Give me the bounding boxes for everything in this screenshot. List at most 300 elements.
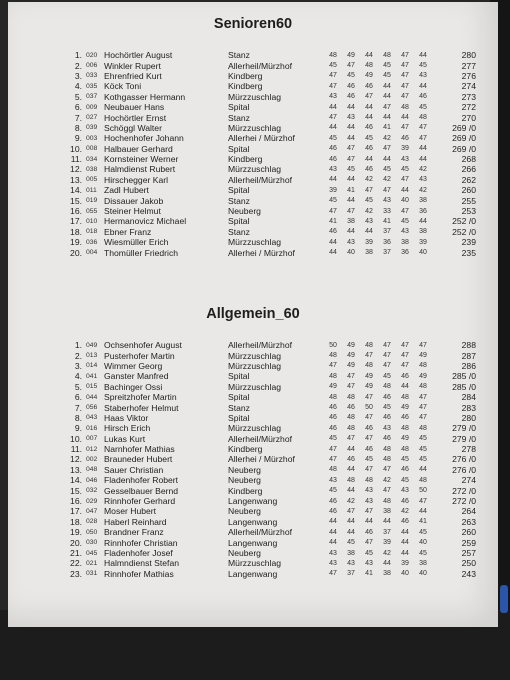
total-cell: 252 /0 xyxy=(452,216,476,227)
score-cell: 43 xyxy=(329,93,337,101)
start-number-cell: 041 xyxy=(86,372,98,380)
score-cell: 45 xyxy=(365,455,373,463)
score-cell: 46 xyxy=(401,414,409,422)
start-number-cell: 014 xyxy=(86,362,98,370)
name-cell: Ochsenhofer August xyxy=(104,340,182,351)
score-cell: 40 xyxy=(401,570,409,578)
start-number-cell: 011 xyxy=(86,186,97,194)
score-cell: 36 xyxy=(383,238,391,246)
rank-cell: 15. xyxy=(70,195,82,206)
score-cell: 46 xyxy=(365,145,373,153)
score-cell: 44 xyxy=(365,114,373,122)
score-cell: 45 xyxy=(419,62,427,70)
start-number-cell: 021 xyxy=(86,559,98,567)
total-cell: 280 xyxy=(461,50,476,61)
club-cell: Allerhei / Mürzhof xyxy=(228,454,295,465)
score-cell: 44 xyxy=(383,559,391,567)
score-cell: 44 xyxy=(347,487,355,495)
score-cell: 49 xyxy=(365,383,373,391)
score-cell: 47 xyxy=(329,455,337,463)
score-cell: 48 xyxy=(347,414,355,422)
score-cell: 43 xyxy=(329,559,337,567)
total-cell: 252 /0 xyxy=(452,226,476,237)
name-cell: Halmndienst Stefan xyxy=(104,558,179,569)
start-number-cell: 055 xyxy=(86,207,98,215)
name-cell: Brauneder Hubert xyxy=(104,454,173,465)
score-cell: 46 xyxy=(329,404,337,412)
club-cell: Mürzzuschlag xyxy=(228,164,282,175)
score-cell: 47 xyxy=(347,62,355,70)
name-cell: Rinnhofer Christian xyxy=(104,537,178,548)
score-cell: 45 xyxy=(419,445,427,453)
rank-cell: 7. xyxy=(74,112,82,123)
score-cell: 45 xyxy=(347,72,355,80)
score-cell: 45 xyxy=(419,528,427,536)
result-row xyxy=(64,413,476,423)
club-cell: Allerheil/Mürzhof xyxy=(228,527,292,538)
score-cell: 49 xyxy=(329,383,337,391)
score-cell: 42 xyxy=(383,476,391,484)
score-cell: 43 xyxy=(347,238,355,246)
total-cell: 272 /0 xyxy=(452,496,476,507)
rank-cell: 23. xyxy=(70,568,82,579)
result-row xyxy=(64,423,476,433)
name-cell: Hochenhofer Johann xyxy=(104,133,184,144)
club-cell: Kindberg xyxy=(228,81,263,92)
score-cell: 44 xyxy=(401,383,409,391)
score-cell: 38 xyxy=(401,238,409,246)
result-row xyxy=(64,361,476,371)
score-cell: 45 xyxy=(329,62,337,70)
club-cell: Langenwang xyxy=(228,537,278,548)
score-cell: 46 xyxy=(365,445,373,453)
total-cell: 264 xyxy=(461,506,476,517)
score-cell: 44 xyxy=(365,228,373,236)
result-row xyxy=(64,81,476,91)
total-cell: 259 xyxy=(461,537,476,548)
start-number-cell: 015 xyxy=(86,383,98,391)
score-cell: 47 xyxy=(419,404,427,412)
start-number-cell: 005 xyxy=(86,176,98,184)
score-cell: 47 xyxy=(329,445,337,453)
name-cell: Gesselbauer Bernd xyxy=(104,485,179,496)
start-number-cell: 038 xyxy=(86,165,98,173)
club-cell: Spital xyxy=(228,392,250,403)
score-cell: 44 xyxy=(329,518,337,526)
score-cell: 47 xyxy=(347,155,355,163)
rank-cell: 1. xyxy=(74,50,82,61)
score-cell: 47 xyxy=(401,93,409,101)
result-row xyxy=(64,465,476,475)
score-cell: 42 xyxy=(419,186,427,194)
start-number-cell: 039 xyxy=(86,124,98,132)
name-cell: Köck Toni xyxy=(104,81,142,92)
rank-cell: 19. xyxy=(70,527,82,538)
name-cell: Rinnhofer Gerhard xyxy=(104,496,176,507)
result-row xyxy=(64,569,476,579)
start-number-cell: 009 xyxy=(86,103,98,111)
club-cell: Spital xyxy=(228,185,250,196)
total-cell: 277 xyxy=(461,60,476,71)
section-title: Senioren60 xyxy=(213,16,293,32)
score-cell: 48 xyxy=(383,51,391,59)
score-cell: 44 xyxy=(347,528,355,536)
rank-cell: 16. xyxy=(70,206,82,217)
name-cell: Ebner Franz xyxy=(104,226,152,237)
score-cell: 47 xyxy=(365,539,373,547)
name-cell: Fladenhofer Josef xyxy=(104,548,173,558)
start-number-cell: 007 xyxy=(86,435,98,443)
name-cell: Halbauer Gerhard xyxy=(104,143,173,154)
results-table-allgemein60 xyxy=(64,340,476,579)
rank-cell: 14. xyxy=(70,185,82,196)
rank-cell: 19. xyxy=(70,237,82,248)
score-cell: 43 xyxy=(401,487,409,495)
name-cell: Ehrenfried Kurt xyxy=(104,70,162,81)
rank-cell: 20. xyxy=(70,247,82,258)
rank-cell: 11. xyxy=(70,444,82,455)
score-cell: 47 xyxy=(365,393,373,401)
score-cell: 49 xyxy=(347,362,355,370)
score-cell: 43 xyxy=(329,549,337,557)
result-row xyxy=(64,92,476,102)
result-row xyxy=(64,195,476,205)
score-cell: 47 xyxy=(347,507,355,515)
score-cell: 44 xyxy=(401,114,409,122)
result-row xyxy=(64,506,476,516)
score-cell: 38 xyxy=(347,217,355,225)
club-cell: Mürzzuschlag xyxy=(228,558,282,569)
score-cell: 46 xyxy=(365,165,373,173)
name-cell: Rinnhofer Mathias xyxy=(104,568,174,579)
start-number-cell: 020 xyxy=(86,51,98,59)
club-cell: Mürzzuschlag xyxy=(228,423,282,434)
total-cell: 276 /0 xyxy=(452,464,476,475)
name-cell: Haas Viktor xyxy=(104,412,149,423)
start-number-cell: 046 xyxy=(86,476,98,484)
score-cell: 47 xyxy=(365,93,373,101)
start-number-cell: 013 xyxy=(86,352,98,360)
result-row xyxy=(64,175,476,185)
score-cell: 41 xyxy=(347,186,355,194)
name-cell: Hermanovicz Michael xyxy=(104,216,187,227)
rank-cell: 1. xyxy=(74,340,82,351)
score-cell: 45 xyxy=(329,487,337,495)
result-row xyxy=(64,382,476,392)
club-cell: Spital xyxy=(228,371,250,382)
club-cell: Langenwang xyxy=(228,496,278,507)
name-cell: Bachinger Ossi xyxy=(104,381,163,392)
score-cell: 44 xyxy=(419,466,427,474)
score-cell: 48 xyxy=(419,383,427,391)
name-cell: Pusterhofer Martin xyxy=(104,350,175,361)
club-cell: Mürzzuschlag xyxy=(228,381,282,392)
score-cell: 47 xyxy=(401,124,409,132)
score-cell: 50 xyxy=(329,341,337,349)
score-cell: 48 xyxy=(365,341,373,349)
score-cell: 38 xyxy=(419,559,427,567)
score-cell: 47 xyxy=(401,341,409,349)
score-cell: 48 xyxy=(347,476,355,484)
score-cell: 44 xyxy=(365,51,373,59)
score-cell: 46 xyxy=(383,435,391,443)
result-row xyxy=(64,144,476,154)
score-cell: 42 xyxy=(365,207,373,215)
score-cell: 49 xyxy=(419,372,427,380)
score-cell: 46 xyxy=(329,497,337,505)
result-row xyxy=(64,475,476,485)
rank-cell: 7. xyxy=(74,402,82,413)
rank-cell: 13. xyxy=(70,464,82,475)
score-cell: 44 xyxy=(329,124,337,132)
score-cell: 44 xyxy=(329,103,337,111)
total-cell: 287 xyxy=(461,350,476,361)
total-cell: 243 xyxy=(461,568,476,579)
result-row xyxy=(64,444,476,454)
result-row xyxy=(64,434,476,444)
start-number-cell: 018 xyxy=(86,228,98,236)
score-cell: 45 xyxy=(401,455,409,463)
score-cell: 46 xyxy=(347,93,355,101)
score-cell: 47 xyxy=(329,114,337,122)
score-cell: 44 xyxy=(365,155,373,163)
score-cell: 41 xyxy=(329,217,337,225)
score-cell: 42 xyxy=(383,176,391,184)
club-cell: Neuberg xyxy=(228,206,261,217)
total-cell: 273 xyxy=(461,91,476,102)
name-cell: Brandner Franz xyxy=(104,527,164,538)
score-cell: 40 xyxy=(347,249,355,257)
score-cell: 44 xyxy=(347,134,355,142)
score-cell: 48 xyxy=(383,383,391,391)
score-cell: 47 xyxy=(419,414,427,422)
score-cell: 47 xyxy=(401,352,409,360)
score-cell: 44 xyxy=(401,549,409,557)
score-cell: 47 xyxy=(347,207,355,215)
club-cell: Stanz xyxy=(228,195,250,206)
result-row xyxy=(64,227,476,237)
score-cell: 49 xyxy=(365,372,373,380)
start-number-cell: 048 xyxy=(86,466,98,474)
name-cell: Hochörtler Ernst xyxy=(104,112,167,123)
rank-cell: 12. xyxy=(70,164,82,175)
score-cell: 46 xyxy=(329,414,337,422)
club-cell: Stanz xyxy=(228,402,250,413)
result-row xyxy=(64,548,476,558)
score-cell: 47 xyxy=(401,82,409,90)
results-table-senioren60 xyxy=(64,50,476,258)
score-cell: 45 xyxy=(347,165,355,173)
total-cell: 272 xyxy=(461,102,476,113)
score-cell: 40 xyxy=(419,249,427,257)
score-cell: 45 xyxy=(419,455,427,463)
club-cell: Mürzzuschlag xyxy=(228,360,282,371)
name-cell: Kornsteiner Werner xyxy=(104,154,179,165)
total-cell: 278 xyxy=(461,444,476,455)
club-cell: Kindberg xyxy=(228,485,263,496)
score-cell: 37 xyxy=(383,228,391,236)
score-cell: 45 xyxy=(347,539,355,547)
rank-cell: 4. xyxy=(74,371,82,382)
name-cell: Schöggl Walter xyxy=(104,122,162,133)
rank-cell: 5. xyxy=(74,381,82,392)
score-cell: 46 xyxy=(401,134,409,142)
score-cell: 47 xyxy=(401,51,409,59)
score-cell: 46 xyxy=(401,372,409,380)
total-cell: 279 /0 xyxy=(452,433,476,444)
score-cell: 44 xyxy=(383,518,391,526)
name-cell: Lukas Kurt xyxy=(104,433,146,444)
start-number-cell: 050 xyxy=(86,528,98,536)
score-cell: 46 xyxy=(347,404,355,412)
result-row xyxy=(64,247,476,257)
score-cell: 38 xyxy=(383,570,391,578)
result-row xyxy=(64,112,476,122)
total-cell: 272 /0 xyxy=(452,485,476,496)
club-cell: Spital xyxy=(228,216,250,227)
score-cell: 42 xyxy=(365,176,373,184)
score-cell: 44 xyxy=(347,466,355,474)
score-cell: 46 xyxy=(419,93,427,101)
result-row xyxy=(64,71,476,81)
score-cell: 48 xyxy=(401,424,409,432)
total-cell: 286 xyxy=(461,360,476,371)
score-cell: 46 xyxy=(401,518,409,526)
rank-cell: 14. xyxy=(70,475,82,486)
score-cell: 37 xyxy=(347,570,355,578)
rank-cell: 21. xyxy=(70,548,82,558)
score-cell: 48 xyxy=(329,466,337,474)
result-row xyxy=(64,164,476,174)
score-cell: 42 xyxy=(383,549,391,557)
score-cell: 47 xyxy=(383,362,391,370)
score-cell: 50 xyxy=(365,404,373,412)
score-cell: 45 xyxy=(419,435,427,443)
start-number-cell: 010 xyxy=(86,217,98,225)
score-cell: 44 xyxy=(347,518,355,526)
result-row xyxy=(64,123,476,133)
name-cell: Winkler Rupert xyxy=(104,60,161,71)
result-row xyxy=(64,454,476,464)
total-cell: 269 /0 xyxy=(452,122,476,133)
score-cell: 48 xyxy=(401,393,409,401)
result-row xyxy=(64,392,476,402)
score-cell: 47 xyxy=(419,393,427,401)
score-cell: 45 xyxy=(401,165,409,173)
name-cell: Haberl Reinhard xyxy=(104,516,167,527)
start-number-cell: 019 xyxy=(86,197,98,205)
score-cell: 41 xyxy=(383,124,391,132)
score-cell: 49 xyxy=(347,51,355,59)
start-number-cell: 027 xyxy=(86,114,98,122)
score-cell: 47 xyxy=(383,487,391,495)
score-cell: 43 xyxy=(347,559,355,567)
score-cell: 49 xyxy=(347,352,355,360)
score-cell: 39 xyxy=(383,539,391,547)
club-cell: Stanz xyxy=(228,112,250,123)
name-cell: Sauer Christian xyxy=(104,464,164,475)
score-cell: 41 xyxy=(365,570,373,578)
score-cell: 47 xyxy=(329,207,337,215)
score-cell: 44 xyxy=(347,103,355,111)
rank-cell: 13. xyxy=(70,174,82,185)
score-cell: 48 xyxy=(419,424,427,432)
score-cell: 48 xyxy=(365,476,373,484)
score-cell: 47 xyxy=(365,414,373,422)
score-cell: 44 xyxy=(365,103,373,111)
score-cell: 47 xyxy=(401,72,409,80)
score-cell: 44 xyxy=(347,228,355,236)
rank-cell: 17. xyxy=(70,506,82,517)
rank-cell: 12. xyxy=(70,454,82,465)
total-cell: 239 xyxy=(461,237,476,248)
name-cell: Fladenhofer Robert xyxy=(104,475,179,486)
result-row xyxy=(64,216,476,226)
score-cell: 41 xyxy=(419,518,427,526)
total-cell: 260 xyxy=(461,185,476,196)
name-cell: Hirschegger Karl xyxy=(104,174,168,185)
club-cell: Allerheil/Mürzhof xyxy=(228,340,292,351)
score-cell: 47 xyxy=(329,570,337,578)
score-cell: 47 xyxy=(329,82,337,90)
result-row xyxy=(64,485,476,495)
score-cell: 48 xyxy=(329,372,337,380)
score-cell: 43 xyxy=(347,114,355,122)
total-cell: 255 xyxy=(461,195,476,206)
total-cell: 274 xyxy=(461,81,476,92)
score-cell: 42 xyxy=(401,507,409,515)
total-cell: 257 xyxy=(461,548,476,558)
score-cell: 45 xyxy=(383,165,391,173)
score-cell: 45 xyxy=(329,435,337,443)
name-cell: Zadl Hubert xyxy=(104,185,149,196)
score-cell: 47 xyxy=(365,435,373,443)
score-cell: 45 xyxy=(383,372,391,380)
score-cell: 44 xyxy=(329,176,337,184)
total-cell: 276 /0 xyxy=(452,454,476,465)
club-cell: Mürzzuschlag xyxy=(228,237,282,248)
total-cell: 279 /0 xyxy=(452,423,476,434)
score-cell: 47 xyxy=(347,383,355,391)
score-cell: 38 xyxy=(383,507,391,515)
score-cell: 44 xyxy=(365,518,373,526)
name-cell: Wimmer Georg xyxy=(104,360,163,371)
result-row xyxy=(64,237,476,247)
score-cell: 46 xyxy=(365,528,373,536)
score-cell: 37 xyxy=(383,249,391,257)
rank-cell: 5. xyxy=(74,91,82,102)
start-number-cell: 016 xyxy=(86,424,98,432)
score-cell: 44 xyxy=(401,186,409,194)
start-number-cell: 012 xyxy=(86,445,98,453)
rank-cell: 11. xyxy=(70,154,82,165)
start-number-cell: 036 xyxy=(86,238,98,246)
score-cell: 45 xyxy=(329,134,337,142)
club-cell: Kindberg xyxy=(228,154,263,165)
score-cell: 43 xyxy=(365,559,373,567)
score-cell: 39 xyxy=(401,559,409,567)
name-cell: Staberhofer Helmut xyxy=(104,402,179,413)
score-cell: 44 xyxy=(419,217,427,225)
score-cell: 40 xyxy=(401,197,409,205)
section-title: Allgemein_60 xyxy=(206,306,300,322)
score-cell: 43 xyxy=(329,476,337,484)
score-cell: 42 xyxy=(347,497,355,505)
score-cell: 44 xyxy=(347,176,355,184)
score-cell: 47 xyxy=(401,207,409,215)
score-cell: 47 xyxy=(419,124,427,132)
total-cell: 268 xyxy=(461,154,476,165)
